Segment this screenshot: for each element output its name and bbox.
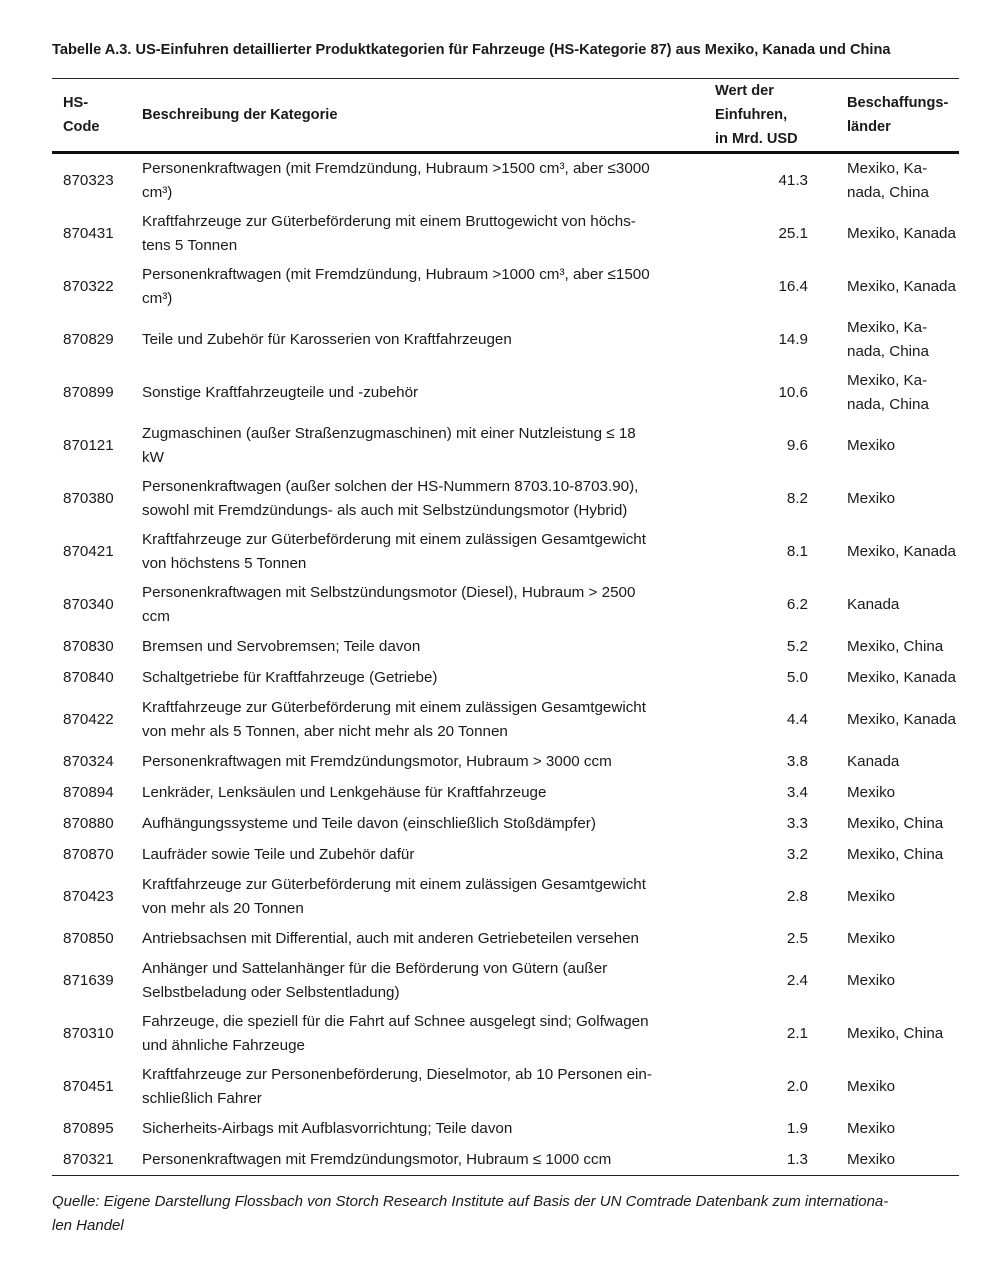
import-value-cell xyxy=(704,366,829,419)
import-value-cell xyxy=(704,839,829,870)
countries-cell xyxy=(829,366,959,419)
description-cell xyxy=(131,1060,704,1113)
countries-line1: Mexiko, Ka- xyxy=(847,159,928,177)
hs-code: 870324 xyxy=(63,752,114,770)
import-value: 10.6 xyxy=(778,383,808,401)
hs-code-cell xyxy=(52,578,131,631)
description-line1: Personenkraftwagen (mit Fremdzündung, Hubraum >1000 cm³, aber ≤1500 xyxy=(142,265,650,283)
header-countries xyxy=(829,79,959,153)
countries-line1: Kanada xyxy=(847,595,900,613)
table-row xyxy=(52,419,959,472)
hs-code-cell xyxy=(52,472,131,525)
import-value-cell xyxy=(704,1060,829,1113)
import-value-cell xyxy=(704,419,829,472)
description-line1: Schaltgetriebe für Kraftfahrzeuge (Getriebe) xyxy=(142,668,438,686)
description-line1: Aufhängungssysteme und Teile davon (einschließlich Stoßdämpfer) xyxy=(142,814,596,832)
description-line1: Anhänger und Sattelanhänger für die Beförderung von Gütern (außer xyxy=(142,959,608,977)
hs-code-cell xyxy=(52,419,131,472)
table-row xyxy=(52,578,959,631)
import-value: 2.4 xyxy=(786,971,808,989)
countries-line1: Mexiko xyxy=(847,436,896,454)
countries-cell xyxy=(829,662,959,693)
import-value: 3.2 xyxy=(786,845,808,863)
countries-line1: Mexiko, Kanada xyxy=(847,710,956,728)
description-cell xyxy=(131,525,704,578)
countries-line1: Mexiko, Kanada xyxy=(847,668,956,686)
table-row xyxy=(52,693,959,746)
countries-line1: Mexiko, China xyxy=(847,637,944,655)
countries-line1: Kanada xyxy=(847,752,900,770)
description-line1: Lenkräder, Lenksäulen und Lenkgehäuse für Kraftfahrzeuge xyxy=(142,783,547,801)
import-value-cell xyxy=(704,1113,829,1144)
countries-line1: Mexiko, Ka- xyxy=(847,318,928,336)
description-line1: Personenkraftwagen mit Fremdzündungsmotor, Hubraum > 3000 ccm xyxy=(142,752,612,770)
hs-code-cell xyxy=(52,313,131,366)
countries-cell xyxy=(829,472,959,525)
hs-code: 870899 xyxy=(63,383,114,401)
import-value: 3.8 xyxy=(786,752,808,770)
hs-code-cell xyxy=(52,870,131,923)
description-line2: von mehr als 5 Tonnen, aber nicht mehr als 20 Tonnen xyxy=(142,722,508,740)
hs-code: 870421 xyxy=(63,542,114,560)
table-row xyxy=(52,662,959,693)
description-line1: Sonstige Kraftfahrzeugteile und -zubehör xyxy=(142,383,419,401)
table-row xyxy=(52,207,959,260)
hs-code-cell xyxy=(52,662,131,693)
table-row xyxy=(52,777,959,808)
import-value-cell xyxy=(704,525,829,578)
countries-line1: Mexiko xyxy=(847,783,896,801)
import-value-cell xyxy=(704,923,829,954)
countries-line1: Mexiko, Kanada xyxy=(847,542,956,560)
description-line1: Kraftfahrzeuge zur Personenbeförderung, Dieselmotor, ab 10 Personen ein- xyxy=(142,1065,652,1083)
hs-code: 870840 xyxy=(63,668,114,686)
countries-cell xyxy=(829,631,959,662)
import-value-cell xyxy=(704,207,829,260)
import-value-cell xyxy=(704,578,829,631)
source-note-line1: Quelle: Eigene Darstellung Flossbach von Storch Research Institute auf Basis der UN Comtrade Datenbank zum internationa- xyxy=(52,1193,889,1210)
import-value-cell xyxy=(704,808,829,839)
countries-cell xyxy=(829,1007,959,1060)
countries-cell xyxy=(829,746,959,777)
import-value: 3.3 xyxy=(786,814,808,832)
description-cell xyxy=(131,923,704,954)
description-cell xyxy=(131,839,704,870)
table-row xyxy=(52,153,959,208)
hs-code-cell xyxy=(52,693,131,746)
countries-line1: Mexiko, China xyxy=(847,814,944,832)
hs-code: 870870 xyxy=(63,845,114,863)
table-row xyxy=(52,954,959,1007)
countries-line1: Mexiko xyxy=(847,1119,896,1137)
description-cell xyxy=(131,808,704,839)
import-value: 25.1 xyxy=(778,224,808,242)
import-value: 2.8 xyxy=(786,887,808,905)
import-value-cell xyxy=(704,153,829,208)
hs-code: 870830 xyxy=(63,637,114,655)
import-value: 5.2 xyxy=(786,637,808,655)
table-row xyxy=(52,808,959,839)
hs-code: 871639 xyxy=(63,971,114,989)
countries-cell xyxy=(829,808,959,839)
import-value: 14.9 xyxy=(778,330,808,348)
hs-code-cell xyxy=(52,808,131,839)
description-cell xyxy=(131,954,704,1007)
description-line2: cm³) xyxy=(142,183,173,201)
import-value-cell xyxy=(704,777,829,808)
description-line1: Sicherheits-Airbags mit Aufblasvorrichtung; Teile davon xyxy=(142,1119,513,1137)
import-value: 2.1 xyxy=(786,1024,808,1042)
hs-code-cell xyxy=(52,746,131,777)
import-value-cell xyxy=(704,472,829,525)
hs-code-cell xyxy=(52,153,131,208)
description-line2: tens 5 Tonnen xyxy=(142,236,238,254)
countries-cell xyxy=(829,1113,959,1144)
table-row xyxy=(52,366,959,419)
import-value-cell xyxy=(704,260,829,313)
description-cell xyxy=(131,366,704,419)
source-note-line2: len Handel xyxy=(52,1217,124,1234)
header-countries-line2: länder xyxy=(847,119,891,135)
description-line1: Personenkraftwagen (mit Fremdzündung, Hubraum >1500 cm³, aber ≤3000 xyxy=(142,159,650,177)
countries-line2: nada, China xyxy=(847,183,929,201)
countries-cell xyxy=(829,313,959,366)
import-value: 2.5 xyxy=(786,929,808,947)
table-body xyxy=(52,153,959,1176)
hs-code-cell xyxy=(52,1060,131,1113)
header-value-line2: Einfuhren, xyxy=(715,107,788,123)
countries-line1: Mexiko, Kanada xyxy=(847,224,956,242)
header-hs-code xyxy=(52,79,131,153)
hs-code-cell xyxy=(52,366,131,419)
countries-line2: nada, China xyxy=(847,342,929,360)
countries-cell xyxy=(829,1144,959,1176)
description-line1: Teile und Zubehör für Karosserien von Kraftfahrzeugen xyxy=(142,330,512,348)
table-row xyxy=(52,1113,959,1144)
hs-code-cell xyxy=(52,260,131,313)
hs-code-cell xyxy=(52,525,131,578)
countries-line1: Mexiko xyxy=(847,489,896,507)
table-header-row xyxy=(52,79,959,153)
description-line2: und ähnliche Fahrzeuge xyxy=(142,1036,305,1054)
table-row xyxy=(52,525,959,578)
description-cell xyxy=(131,1113,704,1144)
header-value-line3: in Mrd. USD xyxy=(715,131,798,147)
countries-line1: Mexiko xyxy=(847,1077,896,1095)
description-line1: Kraftfahrzeuge zur Güterbeförderung mit einem zulässigen Gesamtgewicht xyxy=(142,530,646,548)
description-line1: Personenkraftwagen mit Fremdzündungsmotor, Hubraum ≤ 1000 ccm xyxy=(142,1150,612,1168)
countries-line1: Mexiko xyxy=(847,971,896,989)
hs-code: 870321 xyxy=(63,1150,114,1168)
countries-line1: Mexiko xyxy=(847,1150,896,1168)
import-value: 16.4 xyxy=(778,277,808,295)
countries-line1: Mexiko, China xyxy=(847,845,944,863)
import-value: 8.2 xyxy=(786,489,808,507)
table-row xyxy=(52,839,959,870)
header-value-line1: Wert der xyxy=(715,83,774,99)
description-cell xyxy=(131,693,704,746)
hs-code-cell xyxy=(52,777,131,808)
description-cell xyxy=(131,313,704,366)
hs-code: 870880 xyxy=(63,814,114,832)
description-line2: von höchstens 5 Tonnen xyxy=(142,554,307,572)
hs-code-cell xyxy=(52,631,131,662)
description-cell xyxy=(131,777,704,808)
hs-code: 870310 xyxy=(63,1024,114,1042)
import-value: 3.4 xyxy=(786,783,808,801)
countries-line1: Mexiko xyxy=(847,929,896,947)
hs-code-cell xyxy=(52,839,131,870)
description-line1: Fahrzeuge, die speziell für die Fahrt auf Schnee ausgelegt sind; Golfwagen xyxy=(142,1012,649,1030)
table-row xyxy=(52,1144,959,1176)
hs-code: 870323 xyxy=(63,171,114,189)
hs-code: 870340 xyxy=(63,595,114,613)
hs-code-cell xyxy=(52,1007,131,1060)
description-cell xyxy=(131,870,704,923)
table-row xyxy=(52,746,959,777)
description-line1: Antriebsachsen mit Differential, auch mit anderen Getriebeteilen versehen xyxy=(142,929,639,947)
countries-cell xyxy=(829,578,959,631)
description-cell xyxy=(131,631,704,662)
hs-code: 870431 xyxy=(63,224,114,242)
countries-cell xyxy=(829,207,959,260)
description-cell xyxy=(131,153,704,208)
hs-code-cell xyxy=(52,1144,131,1176)
source-note xyxy=(52,1190,962,1238)
import-value: 6.2 xyxy=(786,595,808,613)
countries-cell xyxy=(829,693,959,746)
description-line2: ccm xyxy=(142,607,170,625)
hs-code: 870121 xyxy=(63,436,114,454)
description-cell xyxy=(131,260,704,313)
import-value: 4.4 xyxy=(786,710,808,728)
countries-cell xyxy=(829,1060,959,1113)
import-value: 1.3 xyxy=(786,1150,808,1168)
countries-line1: Mexiko, China xyxy=(847,1024,944,1042)
countries-cell xyxy=(829,923,959,954)
import-value-cell xyxy=(704,954,829,1007)
hs-code-cell xyxy=(52,1113,131,1144)
hs-code-cell xyxy=(52,207,131,260)
description-cell xyxy=(131,207,704,260)
description-cell xyxy=(131,472,704,525)
hs-code: 870894 xyxy=(63,783,114,801)
import-value: 9.6 xyxy=(786,436,808,454)
countries-cell xyxy=(829,419,959,472)
description-line1: Personenkraftwagen mit Selbstzündungsmotor (Diesel), Hubraum > 2500 xyxy=(142,583,636,601)
countries-line1: Mexiko xyxy=(847,887,896,905)
description-line2: kW xyxy=(142,448,164,466)
import-value-cell xyxy=(704,631,829,662)
table-title: Tabelle A.3. US-Einfuhren detaillierter Produktkategorien für Fahrzeuge (HS-Kategorie 87) aus Mexiko, Kanada und China xyxy=(52,42,891,58)
import-value-cell xyxy=(704,1144,829,1176)
import-value: 1.9 xyxy=(786,1119,808,1137)
description-line1: Kraftfahrzeuge zur Güterbeförderung mit einem Bruttogewicht von höchs- xyxy=(142,212,636,230)
description-cell xyxy=(131,419,704,472)
countries-line2: nada, China xyxy=(847,395,929,413)
countries-line1: Mexiko, Kanada xyxy=(847,277,956,295)
table-row xyxy=(52,1007,959,1060)
description-cell xyxy=(131,746,704,777)
import-value: 41.3 xyxy=(778,171,808,189)
hs-code: 870322 xyxy=(63,277,114,295)
import-value-cell xyxy=(704,870,829,923)
import-value-cell xyxy=(704,746,829,777)
description-line1: Zugmaschinen (außer Straßenzugmaschinen) mit einer Nutzleistung ≤ 18 xyxy=(142,424,636,442)
countries-line1: Mexiko, Ka- xyxy=(847,371,928,389)
description-cell xyxy=(131,578,704,631)
description-line2: von mehr als 20 Tonnen xyxy=(142,899,304,917)
import-value-cell xyxy=(704,1007,829,1060)
countries-cell xyxy=(829,260,959,313)
description-line1: Kraftfahrzeuge zur Güterbeförderung mit einem zulässigen Gesamtgewicht xyxy=(142,698,646,716)
table-row xyxy=(52,472,959,525)
hs-code: 870380 xyxy=(63,489,114,507)
countries-cell xyxy=(829,954,959,1007)
hs-code: 870423 xyxy=(63,887,114,905)
hs-code-cell xyxy=(52,923,131,954)
table-row xyxy=(52,870,959,923)
description-line2: schließlich Fahrer xyxy=(142,1089,262,1107)
countries-cell xyxy=(829,525,959,578)
countries-cell xyxy=(829,870,959,923)
import-value: 5.0 xyxy=(786,668,808,686)
countries-cell xyxy=(829,777,959,808)
import-value-cell xyxy=(704,313,829,366)
table-row xyxy=(52,260,959,313)
header-hs-code-line1: HS- xyxy=(63,95,89,111)
table-row xyxy=(52,313,959,366)
description-line1: Kraftfahrzeuge zur Güterbeförderung mit einem zulässigen Gesamtgewicht xyxy=(142,875,646,893)
description-line1: Personenkraftwagen (außer solchen der HS-Nummern 8703.10-8703.90), xyxy=(142,477,639,495)
hs-code-cell xyxy=(52,954,131,1007)
hs-code: 870422 xyxy=(63,710,114,728)
imports-table xyxy=(52,78,959,1176)
table-row xyxy=(52,923,959,954)
hs-code: 870451 xyxy=(63,1077,114,1095)
description-line1: Laufräder sowie Teile und Zubehör dafür xyxy=(142,845,415,863)
description-line1: Bremsen und Servobremsen; Teile davon xyxy=(142,637,421,655)
header-description xyxy=(131,79,704,153)
table-row xyxy=(52,1060,959,1113)
import-value-cell xyxy=(704,662,829,693)
header-description-label: Beschreibung der Kategorie xyxy=(142,107,338,123)
description-cell xyxy=(131,662,704,693)
description-line2: Selbstbeladung oder Selbstentladung) xyxy=(142,983,400,1001)
header-hs-code-line2: Code xyxy=(63,119,100,135)
hs-code: 870895 xyxy=(63,1119,114,1137)
import-value: 2.0 xyxy=(786,1077,808,1095)
description-line2: sowohl mit Fremdzündungs- als auch mit Selbstzündungsmotor (Hybrid) xyxy=(142,501,628,519)
header-value xyxy=(704,79,829,153)
hs-code: 870850 xyxy=(63,929,114,947)
hs-code: 870829 xyxy=(63,330,114,348)
description-cell xyxy=(131,1007,704,1060)
header-countries-line1: Beschaffungs- xyxy=(847,95,949,111)
table-row xyxy=(52,631,959,662)
countries-cell xyxy=(829,153,959,208)
import-value-cell xyxy=(704,693,829,746)
import-value: 8.1 xyxy=(786,542,808,560)
description-cell xyxy=(131,1144,704,1176)
description-line2: cm³) xyxy=(142,289,173,307)
countries-cell xyxy=(829,839,959,870)
